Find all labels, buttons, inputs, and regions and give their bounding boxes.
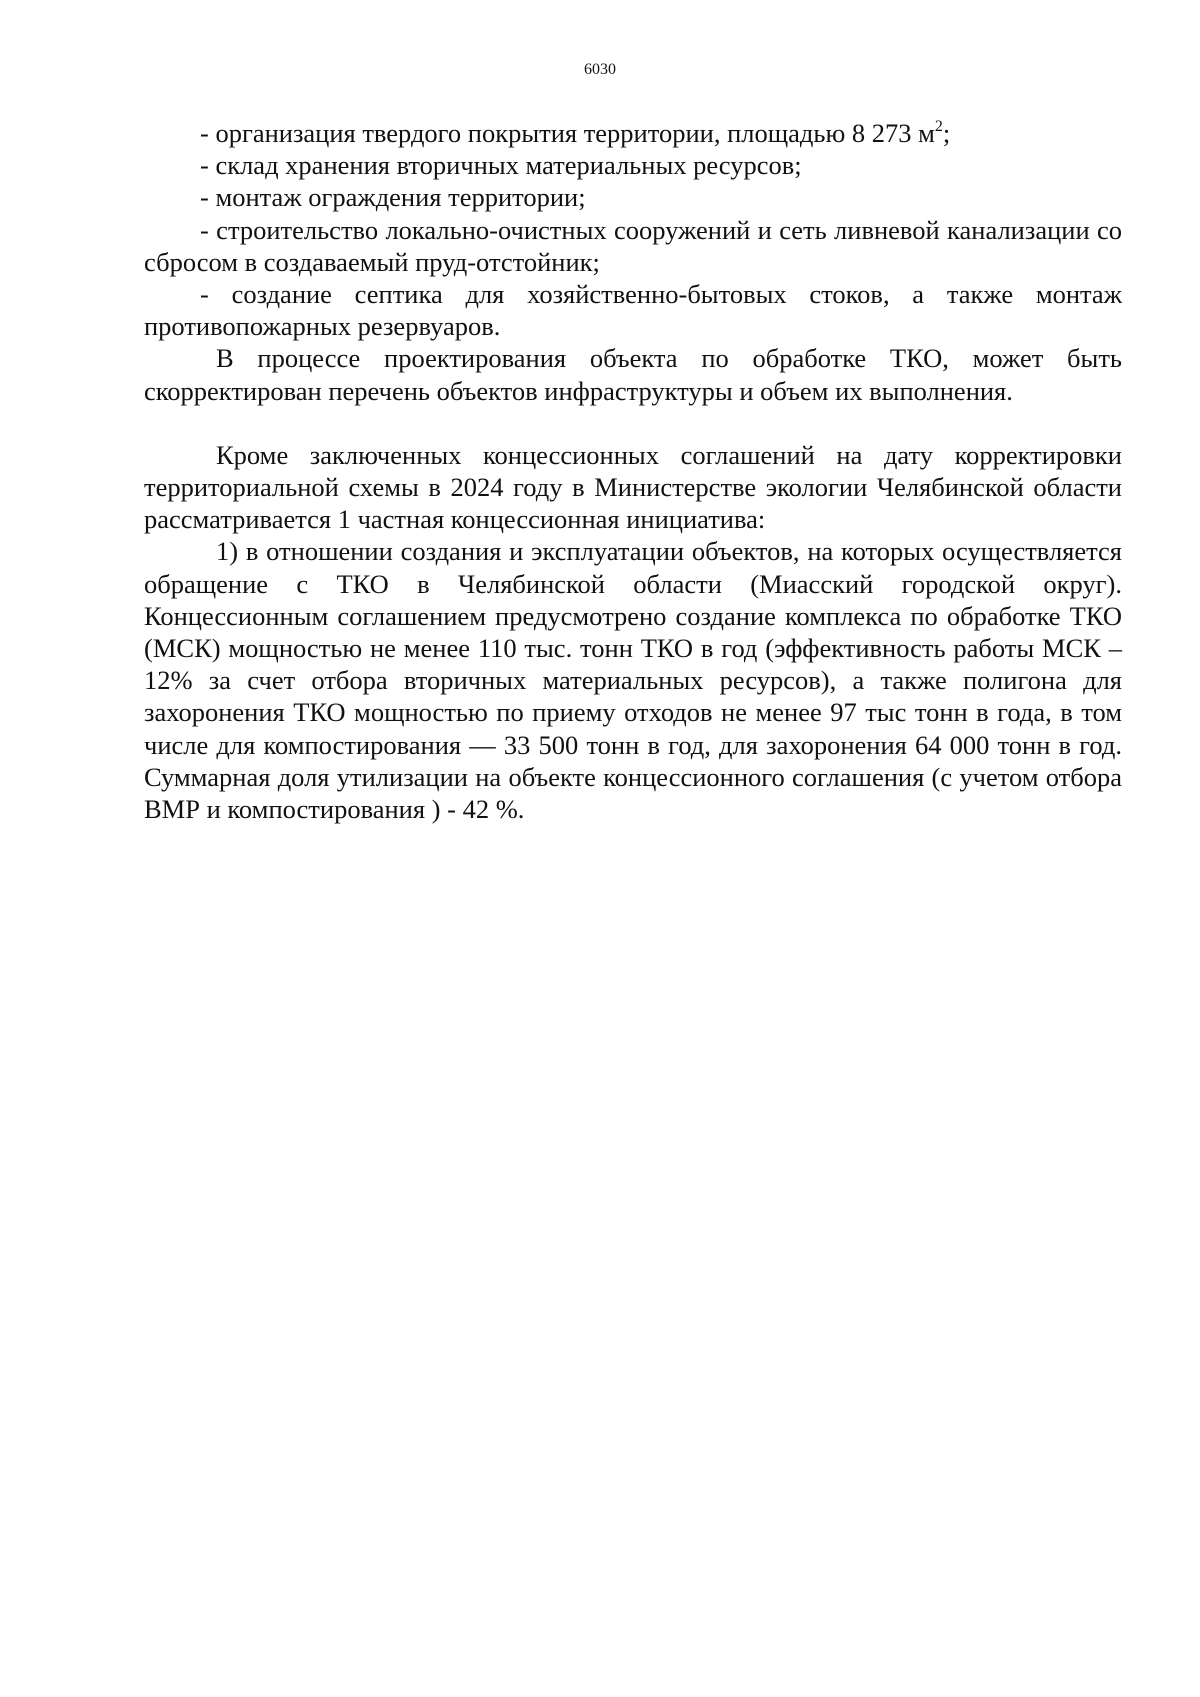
list-item: - монтаж ограждения территории; — [200, 182, 586, 213]
list-item: - строительство локально-очистных сооружений и сеть ливневой канализации со сбросом в создаваемый пруд-отстойник; — [144, 214, 1122, 277]
paragraph-initiative-1 — [144, 535, 1122, 825]
list-item-hard-cover-tail: ; — [942, 118, 951, 148]
paragraph-gap — [144, 407, 1122, 439]
paragraph-design-note: В процессе проектирования объекта по обработке ТКО, может быть скорректирован перечень объектов инфраструктуры и объем их выполнения. — [144, 343, 1122, 406]
superscript-squared: 2 — [934, 118, 943, 135]
list-item: - создание септика для хозяйственно-бытовых стоков, а также монтаж противопожарных резервуаров. — [144, 279, 1122, 342]
page-number: 6030 — [584, 61, 616, 78]
paragraph-initiative-1-end: 42 %. — [462, 794, 525, 825]
list-item — [144, 117, 1122, 149]
paragraph-initiative-intro: Кроме заключенных концессионных соглашений на дату корректировки территориальной схемы в 2024 году в Министерстве экологии Челябинской области рассматривается 1 частная концессионная инициатива: — [144, 439, 1122, 535]
list-item-hard-cover-text: - организация твердого покрытия территории, площадью 8 273 м — [200, 118, 935, 148]
paragraph-initiative-1-text: 1) в отношении создания и эксплуатации объектов, на которых осуществляется обращение с ТКО в Челябинской области (Миасский городской округ). Концессионным соглашением предусмотрено создание комплекса по обработке ТКО (МСК) мощностью не менее 110 тыс. тонн ТКО в год (эффективность работы МСК – 12% за счет отбора вторичных материальных ресурсов), а также полигона для захоронения ТКО мощностью по приему отходов не менее 97 тыс тонн в года, в том числе для компостирования — 33 500 тонн в год, для захоронения 64 000 тонн в год. Суммарная доля утилизации на объекте концессионного соглашения (с учетом отбора ВМР и компостирования ) - — [144, 536, 1122, 825]
list-item: - склад хранения вторичных материальных ресурсов; — [200, 150, 802, 181]
document-body — [144, 117, 1122, 825]
